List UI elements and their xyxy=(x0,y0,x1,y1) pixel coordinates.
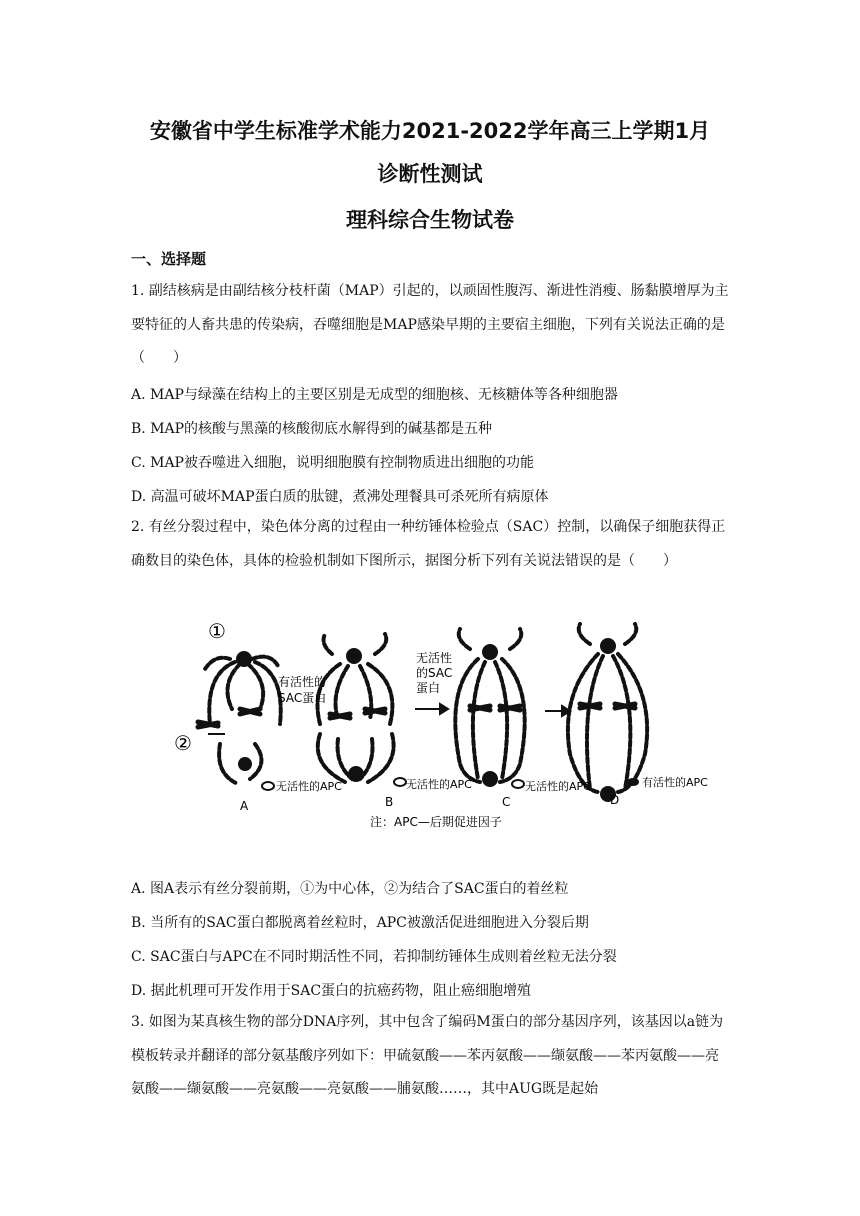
label-inactive-apc-a: 无活性的APC xyxy=(276,780,342,793)
q1-option-b: B. MAP的核酸与黑藻的核酸彻底水解得到的碱基都是五种 xyxy=(131,421,493,437)
title-line-1: 安徽省中学生标准学术能力2021-2022学年高三上学期1月 xyxy=(149,119,711,143)
label-active-apc: 有活性的APC xyxy=(642,776,708,789)
label-active-sac-1: 有活性的 xyxy=(278,675,327,689)
q2-option-c: C. SAC蛋白与APC在不同时期活性不同，若抑制纺锤体生成则着丝粒无法分裂 xyxy=(131,949,617,965)
q3-stem: 3. 如图为某真核生物的部分DNA序列，其中包含了编码M蛋白的部分基因序列，该基因以a链为模板转录并翻译的部分氨基酸序列如下：甲硫氨酸——苯丙氨酸——缬氨酸——苯丙氨酸——亮氨酸——缬氨酸——亮氨酸——亮氨酸——脯氨酸……，其中AUG既是起始 xyxy=(131,1014,724,1097)
q2-option-d: D. 据此机理可开发作用于SAC蛋白的抗癌药物，阻止癌细胞增殖 xyxy=(131,983,532,999)
label-inactive-sac-1: 无活性 xyxy=(416,651,453,665)
title-line-2: 诊断性测试 xyxy=(377,162,483,186)
q1-stem: 1. 副结核病是由副结核分枝杆菌（MAP）引起的，以顽固性腹泻、渐进性消瘦、肠黏膜增厚为主要特征的人畜共患的传染病，吞噬细胞是MAP感染早期的主要宿主细胞，下列有关说法正确的是（ ） xyxy=(131,283,729,366)
q1-option-c: C. MAP被吞噬进入细胞，说明细胞膜有控制物质进出细胞的功能 xyxy=(131,455,534,471)
q2-stem: 2. 有丝分裂过程中，染色体分离的过程由一种纺锤体检验点（SAC）控制，以确保子细胞获得正确数目的染色体，具体的检验机制如下图所示，据图分析下列有关说法错误的是（ ） xyxy=(131,519,726,569)
q2-option-a: A. 图A表示有丝分裂前期，①为中心体，②为结合了SAC蛋白的着丝粒 xyxy=(131,881,569,897)
label-inactive-apc-b: 无活性的APC xyxy=(406,778,472,791)
figure-note: 注：APC—后期促进因子 xyxy=(370,815,502,829)
section-heading: 一、选择题 xyxy=(131,250,207,268)
q1-option-a: A. MAP与绿藻在结构上的主要区别是无成型的细胞核、无核糖体等各种细胞器 xyxy=(131,387,618,403)
label-active-sac-2: SAC蛋白 xyxy=(278,691,327,705)
marker-1: ① xyxy=(208,619,226,643)
q2-option-b: B. 当所有的SAC蛋白都脱离着丝粒时，APC被激活促进细胞进入分裂后期 xyxy=(131,915,589,931)
stage-c-label: C xyxy=(502,795,511,809)
mitosis-diagram xyxy=(160,614,735,844)
title-line-3: 理科综合生物试卷 xyxy=(346,208,514,232)
stage-a-label: A xyxy=(240,799,249,813)
stage-b-label: B xyxy=(385,795,394,809)
label-inactive-sac-2: 的SAC xyxy=(416,666,453,680)
label-inactive-apc-c: 无活性的APC xyxy=(525,780,591,793)
mitosis-sac-figure xyxy=(160,614,735,844)
marker-2: ② xyxy=(174,731,192,755)
q1-option-d: D. 高温可破坏MAP蛋白质的肽键，煮沸处理餐具可杀死所有病原体 xyxy=(131,489,549,505)
label-inactive-sac-3: 蛋白 xyxy=(416,681,441,695)
stage-d-label: D xyxy=(610,793,620,807)
